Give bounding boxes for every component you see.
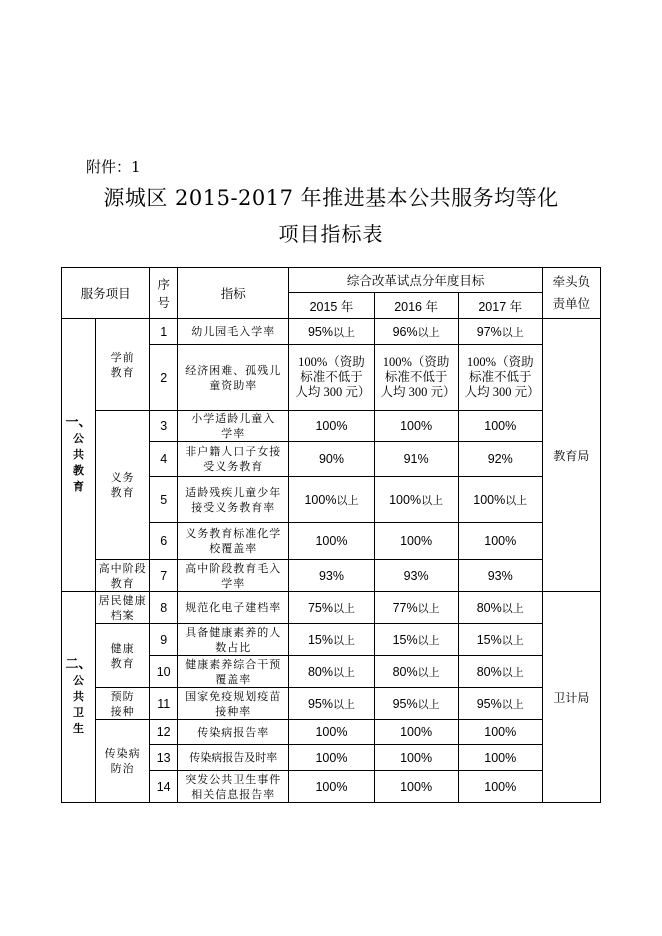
target-2016-cell: 91% (374, 442, 458, 477)
seq-cell: 5 (150, 477, 178, 523)
indicator-cell: 幼儿园毛入学率 (178, 319, 289, 345)
indicator-table (61, 267, 601, 803)
target-2017-cell: 80%以上 (458, 656, 542, 688)
target-2016-cell: 100% (374, 771, 458, 803)
target-2016-cell: 96%以上 (374, 319, 458, 345)
target-2017-cell: 100% (458, 523, 542, 560)
target-2016-cell: 100% (374, 411, 458, 442)
target-2017-cell: 100% (458, 720, 542, 745)
target-2017-cell: 95%以上 (458, 688, 542, 720)
lead-unit-health: 卫计局 (542, 592, 600, 803)
seq-cell: 8 (150, 592, 178, 624)
seq-cell: 9 (150, 624, 178, 656)
indicator-cell: 小学适龄儿童入学率 (178, 411, 289, 442)
seq-cell: 14 (150, 771, 178, 803)
target-2015-cell: 100% (289, 523, 374, 560)
indicator-cell: 高中阶段教育毛入学率 (178, 560, 289, 592)
target-2017-cell: 93% (458, 560, 542, 592)
category-public-education (62, 319, 96, 592)
target-2015-cell: 100% (289, 720, 374, 745)
seq-cell: 1 (150, 319, 178, 345)
category-number: 一、 (65, 415, 92, 430)
target-2015-cell: 100% (289, 411, 374, 442)
header-annual-targets: 综合改革试点分年度目标 (289, 268, 542, 293)
target-2016-cell: 100%以上 (374, 477, 458, 523)
header-year-2015: 2015 年 (289, 293, 374, 319)
attachment-label: 附件：1 (86, 158, 141, 176)
target-2015-cell: 15%以上 (289, 624, 374, 656)
indicator-cell: 规范化电子建档率 (178, 592, 289, 624)
subcategory-preschool: 学前教育 (96, 319, 150, 411)
seq-cell: 13 (150, 745, 178, 771)
header-lead-unit: 牵头负责单位 (542, 268, 600, 319)
target-2015-cell: 100%以上 (289, 477, 374, 523)
indicator-cell: 突发公共卫生事件相关信息报告率 (178, 771, 289, 803)
header-year-2016: 2016 年 (374, 293, 458, 319)
target-2016-cell: 100% (374, 523, 458, 560)
indicator-cell: 传染病报告及时率 (178, 745, 289, 771)
target-2015-cell: 100% (289, 771, 374, 803)
seq-cell: 3 (150, 411, 178, 442)
target-2015-cell: 100%（资助标准不低于人均 300 元） (289, 345, 374, 411)
target-2015-cell: 75%以上 (289, 592, 374, 624)
subcategory-health-education: 健康教育 (96, 624, 150, 688)
target-2015-cell: 90% (289, 442, 374, 477)
seq-cell: 4 (150, 442, 178, 477)
header-indicator: 指标 (178, 268, 289, 319)
seq-cell: 6 (150, 523, 178, 560)
subcategory-highschool: 高中阶段教育 (96, 560, 150, 592)
target-2017-cell: 100%（资助标准不低于人均 300 元） (458, 345, 542, 411)
category-name: 公共卫生 (73, 674, 85, 735)
target-2017-cell: 100% (458, 771, 542, 803)
category-number: 二、 (65, 657, 92, 672)
target-2017-cell: 80%以上 (458, 592, 542, 624)
target-2015-cell: 80%以上 (289, 656, 374, 688)
indicator-cell: 国家免疫规划疫苗接种率 (178, 688, 289, 720)
target-2016-cell: 100% (374, 745, 458, 771)
seq-cell: 12 (150, 720, 178, 745)
target-2015-cell: 95%以上 (289, 688, 374, 720)
header-seq: 序号 (150, 268, 178, 319)
indicator-cell: 非户籍人口子女接受义务教育 (178, 442, 289, 477)
target-2016-cell: 77%以上 (374, 592, 458, 624)
seq-cell: 7 (150, 560, 178, 592)
target-2016-cell: 95%以上 (374, 688, 458, 720)
lead-unit-education: 教育局 (542, 319, 600, 592)
target-2016-cell: 100% (374, 720, 458, 745)
subcategory-vaccination: 预防接种 (96, 688, 150, 720)
target-2015-cell: 100% (289, 745, 374, 771)
target-2017-cell: 100% (458, 745, 542, 771)
category-name: 公共教育 (73, 432, 85, 493)
header-service-item: 服务项目 (62, 268, 150, 319)
category-public-health (62, 592, 96, 803)
subcategory-health-records: 居民健康档案 (96, 592, 150, 624)
target-2016-cell: 80%以上 (374, 656, 458, 688)
target-2017-cell: 97%以上 (458, 319, 542, 345)
seq-cell: 10 (150, 656, 178, 688)
indicator-cell: 适龄残疾儿童少年接受义务教育率 (178, 477, 289, 523)
page-title: 源城区 2015-2017 年推进基本公共服务均等化 (103, 186, 559, 210)
page-subtitle: 项目指标表 (278, 222, 384, 246)
target-2015-cell: 93% (289, 560, 374, 592)
indicator-cell: 经济困难、孤残儿童资助率 (178, 345, 289, 411)
target-2017-cell: 100%以上 (458, 477, 542, 523)
target-2016-cell: 93% (374, 560, 458, 592)
indicator-cell: 义务教育标准化学校覆盖率 (178, 523, 289, 560)
target-2017-cell: 15%以上 (458, 624, 542, 656)
subcategory-infectious-disease: 传染病防治 (96, 720, 150, 803)
target-2017-cell: 100% (458, 411, 542, 442)
subcategory-compulsory: 义务教育 (96, 411, 150, 560)
seq-cell: 11 (150, 688, 178, 720)
target-2015-cell: 95%以上 (289, 319, 374, 345)
header-year-2017: 2017 年 (458, 293, 542, 319)
target-2017-cell: 92% (458, 442, 542, 477)
indicator-cell: 具备健康素养的人数占比 (178, 624, 289, 656)
indicator-cell: 健康素养综合干预覆盖率 (178, 656, 289, 688)
seq-cell: 2 (150, 345, 178, 411)
indicator-cell: 传染病报告率 (178, 720, 289, 745)
target-2016-cell: 15%以上 (374, 624, 458, 656)
target-2016-cell: 100%（资助标准不低于人均 300 元） (374, 345, 458, 411)
